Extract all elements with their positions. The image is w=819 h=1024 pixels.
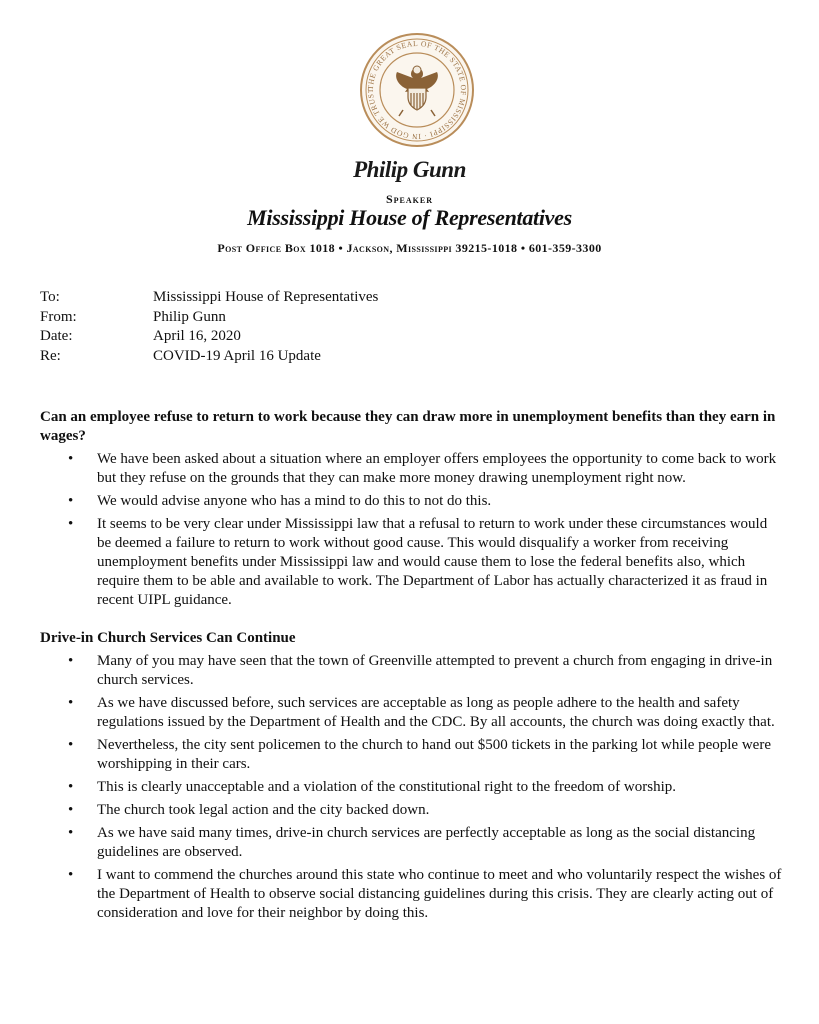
list-item: • As we have said many times, drive-in church services are perfectly acceptable as long as the social distancing guidelines are observed. [40,824,785,862]
memo-value: COVID-19 April 16 Update [153,347,321,364]
list-item: • It seems to be very clear under Mississippi law that a refusal to return to work under these circumstances would be deemed a failure to return to work without good cause. This would disqualify a worker from receiving unemployment benefits under Mississippi law and would cause them to lose the federal benefits also, which require them to be able and available to work. The Department of Labor has actually characterized it as fraud in recent UIPL guidance. [40,515,785,610]
memo-row-re [40,347,378,367]
memo-label: Re: [40,347,61,364]
list-item: • Nevertheless, the city sent policemen to the church to hand out $500 tickets in the parking lot while people were worshipping in their cars. [40,736,785,774]
speaker-title: Speaker [385,192,433,206]
bullet-list-unemployment [40,450,785,610]
memo-row-to [40,288,378,308]
memo-header [40,288,378,366]
bullet-list-church [40,652,785,923]
memo-label: Date: [40,328,73,344]
section-heading-unemployment: Can an employee refuse to return to work because they can draw more in unemployment benefits than they earn in wages? [40,409,776,444]
memo-label: To: [40,289,60,305]
list-item: • As we have discussed before, such services are acceptable as long as people adhere to the health and safety regulations issued by the Department of Health and the CDC. By all accounts, the church was doing exactly that. [40,694,785,732]
memo-value: Mississippi House of Representatives [153,289,379,305]
memo-row-date [40,327,378,347]
memo-value: Philip Gunn [153,308,226,325]
house-name: Mississippi House of Representatives [247,205,572,230]
list-item: • The church took legal action and the city backed down. [40,801,785,820]
office-address: Post Office Box 1018 • Jackson, Mississippi 39215-1018 • 601-359-3300 [217,241,602,255]
list-item: • We would advise anyone who has a mind to do this to not do this. [40,492,785,511]
list-item: • We have been asked about a situation where an employer offers employees the opportunity to come back to work but they refuse on the grounds that they can make more money drawing unemployment right now. [40,450,785,488]
state-seal-icon [359,32,475,148]
list-item: • Many of you may have seen that the town of Greenville attempted to prevent a church from engaging in drive-in church services. [40,652,785,690]
memo-body [40,408,785,923]
memo-row-from [40,308,378,328]
list-item: • I want to commend the churches around this state who continue to meet and who voluntarily respect the wishes of the Department of Health to observe social distancing guidelines during this crisis. They are clearly acting out of consideration and love for their neighbor by doing this. [40,866,785,923]
section-heading-church: Drive-in Church Services Can Continue [40,630,296,646]
svg-text:THE GREAT SEAL OF THE STATE OF: THE GREAT SEAL OF THE STATE OF MISSISSIPPI · IN GOD WE TRUST [365,38,469,142]
speaker-signature: Philip Gunn [353,157,466,182]
memo-label: From: [40,308,77,325]
memo-value: April 16, 2020 [153,328,241,344]
list-item: • This is clearly unacceptable and a violation of the constitutional right to the freedom of worship. [40,778,785,797]
